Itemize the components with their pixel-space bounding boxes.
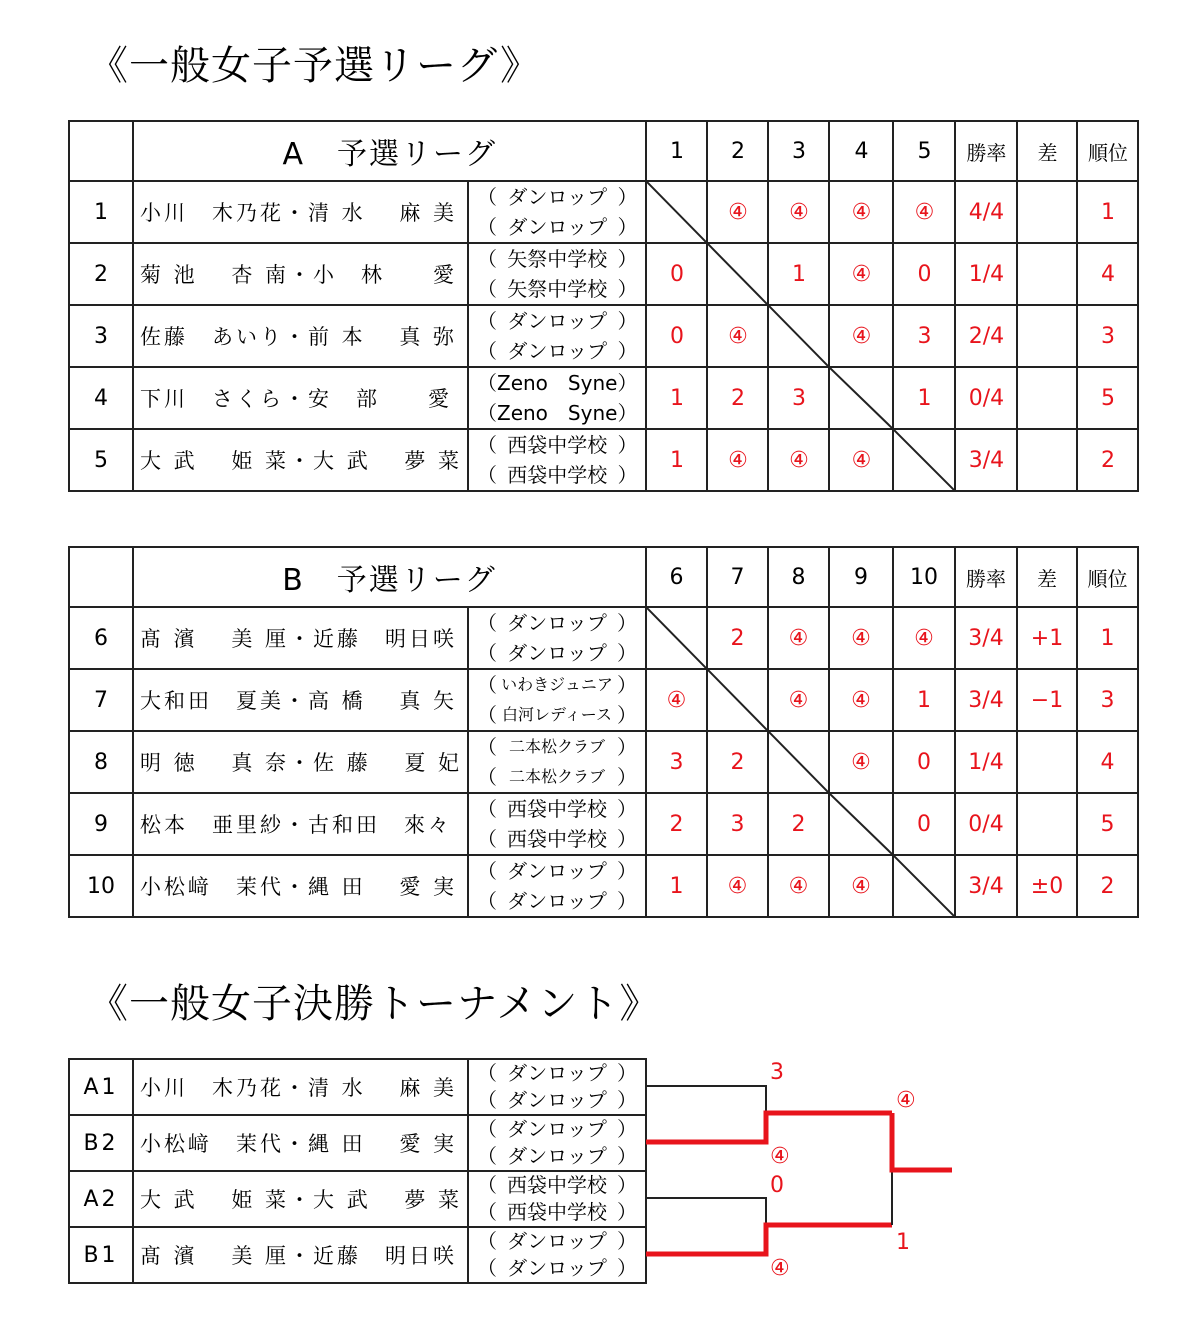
paren-close: ）: [617, 371, 638, 395]
tournament-heading: 《一般女子決勝トーナメント》: [88, 981, 661, 1027]
diagonal-line: [769, 306, 828, 366]
player-row: [69, 367, 1138, 429]
club-name: ダンロップ: [507, 889, 607, 913]
paren-open: （: [477, 611, 497, 635]
paren-close: ）: [617, 1200, 637, 1224]
club-line: [469, 1143, 645, 1170]
match-result: 1: [646, 367, 707, 429]
club-line: [469, 886, 645, 916]
match-result: ④: [829, 429, 893, 491]
paren-close: ）: [617, 1229, 637, 1253]
match-result: 3: [768, 367, 829, 429]
club-line: [469, 274, 645, 304]
player-names: 大和田 夏美・高 橋 真 矢: [133, 669, 468, 731]
paren-open: （: [477, 247, 497, 271]
match-result: ④: [646, 669, 707, 731]
paren-close: ）: [617, 463, 638, 487]
win-rate: 2/4: [955, 305, 1017, 367]
paren-close: ）: [617, 703, 637, 727]
match-result: 2: [646, 793, 707, 855]
club-name: いわきジュニア: [501, 675, 613, 694]
club-line: [469, 670, 645, 700]
point-diff: [1017, 181, 1077, 243]
match-result: ④: [829, 607, 893, 669]
club-line: [469, 1087, 645, 1114]
paren-open: （: [477, 827, 497, 851]
rank-header: 順位: [1077, 547, 1138, 607]
diagonal-cell: [646, 607, 707, 669]
match-result: ④: [893, 181, 955, 243]
paren-open: （: [477, 1200, 497, 1224]
club-name: ダンロップ: [507, 1229, 607, 1253]
club-line: [469, 212, 645, 242]
score-semi2-top: 0: [770, 1173, 784, 1198]
player-names: 菊 池 杏 南・小 林 愛: [133, 243, 468, 305]
paren-close: ）: [617, 889, 637, 913]
match-result: ④: [707, 305, 768, 367]
paren-close: ）: [617, 641, 637, 665]
club-cell: [468, 793, 646, 855]
match-result: 3: [707, 793, 768, 855]
club-cell: [468, 243, 646, 305]
rank: 1: [1077, 607, 1138, 669]
match-result: ④: [829, 243, 893, 305]
seed: A1: [69, 1059, 133, 1115]
match-result: 2: [707, 731, 768, 793]
club-line: [469, 398, 645, 428]
club-line: [469, 1060, 645, 1087]
winrate-header: 勝率: [955, 547, 1017, 607]
paren-close: ）: [617, 433, 638, 457]
row-number: 6: [69, 607, 133, 669]
rank: 1: [1077, 181, 1138, 243]
match-result: 0: [893, 243, 955, 305]
paren-open: （: [477, 641, 497, 665]
match-result: ④: [829, 855, 893, 917]
player-row: [69, 429, 1138, 491]
seed: B2: [69, 1115, 133, 1171]
league-b-title: B 予選リーグ: [133, 547, 646, 607]
club-line: [469, 824, 645, 854]
match-result: 2: [707, 607, 768, 669]
win-rate: 1/4: [955, 243, 1017, 305]
club-name: 西袋中学校: [507, 1173, 607, 1197]
club-cell: [468, 1227, 646, 1283]
diagonal-cell: [893, 429, 955, 491]
player-names: 明 徳 真 奈・佐 藤 夏 妃: [133, 731, 468, 793]
col-header: 9: [829, 547, 893, 607]
club-name: Zeno Syne: [497, 401, 618, 425]
player-row: [69, 855, 1138, 917]
paren-close: ）: [617, 215, 638, 239]
diagonal-cell: [768, 305, 829, 367]
club-name: 西袋中学校: [507, 463, 608, 487]
row-number: 9: [69, 793, 133, 855]
club-cell: [468, 181, 646, 243]
diagonal-cell: [707, 669, 768, 731]
paren-open: （: [477, 1144, 497, 1168]
paren-open: （: [477, 1173, 497, 1197]
match-result: 1: [646, 855, 707, 917]
club-cell: [468, 669, 646, 731]
match-result: 2: [768, 793, 829, 855]
seed: B1: [69, 1227, 133, 1283]
player-names: 松本 亜里紗・古和田 來々: [133, 793, 468, 855]
point-diff: [1017, 367, 1077, 429]
club-name: 二本松クラブ: [508, 737, 605, 756]
diagonal-line: [647, 182, 706, 242]
player-names: 小松﨑 茉代・縄 田 愛 実: [133, 1115, 468, 1171]
row-number: 1: [69, 181, 133, 243]
row-number: 2: [69, 243, 133, 305]
club-name: ダンロップ: [507, 641, 607, 665]
club-line: [469, 460, 645, 490]
paren-open: （: [477, 797, 497, 821]
club-line: [469, 856, 645, 886]
bracket-line-b1-win: [646, 1225, 892, 1254]
paren-close: ）: [617, 827, 637, 851]
paren-open: （: [477, 401, 497, 425]
match-result: ④: [707, 181, 768, 243]
match-result: ④: [768, 855, 829, 917]
bracket-line-b2-win: [646, 1113, 892, 1142]
club-name: ダンロップ: [507, 1088, 607, 1112]
player-row: [69, 181, 1138, 243]
rank: 4: [1077, 243, 1138, 305]
tournament-table: [68, 1058, 647, 1284]
win-rate: 3/4: [955, 669, 1017, 731]
diagonal-line: [647, 608, 706, 668]
player-names: 小川 木乃花・清 水 麻 美: [133, 181, 468, 243]
paren-close: ）: [617, 277, 638, 301]
point-diff: [1017, 731, 1077, 793]
club-cell: [468, 367, 646, 429]
point-diff: [1017, 793, 1077, 855]
player-row: [69, 731, 1138, 793]
club-line: [469, 1116, 645, 1143]
match-result: ④: [707, 855, 768, 917]
club-line: [469, 732, 645, 762]
club-line: [469, 1172, 645, 1199]
club-line: [469, 700, 645, 730]
point-diff: [1017, 243, 1077, 305]
paren-open: （: [477, 339, 497, 363]
paren-close: ）: [617, 1173, 637, 1197]
col-header: 6: [646, 547, 707, 607]
row-number: 5: [69, 429, 133, 491]
paren-close: ）: [617, 1144, 637, 1168]
club-line: [469, 306, 645, 336]
paren-close: ）: [617, 673, 637, 697]
match-result: ④: [829, 731, 893, 793]
club-name: ダンロップ: [507, 1117, 607, 1141]
match-result: ④: [768, 429, 829, 491]
paren-close: ）: [617, 339, 638, 363]
match-result: 3: [646, 731, 707, 793]
paren-open: （: [477, 1229, 497, 1253]
paren-close: ）: [617, 1117, 637, 1141]
row-number: 7: [69, 669, 133, 731]
match-result: 0: [893, 793, 955, 855]
club-name: ダンロップ: [507, 859, 607, 883]
paren-open: （: [477, 673, 497, 697]
club-name: 矢祭中学校: [507, 277, 608, 301]
match-result: ④: [829, 305, 893, 367]
paren-close: ）: [617, 185, 638, 209]
club-line: [469, 1255, 645, 1282]
match-result: ④: [829, 181, 893, 243]
score-semi1-top: 3: [770, 1060, 784, 1085]
rank: 3: [1077, 305, 1138, 367]
paren-open: （: [477, 277, 497, 301]
paren-open: （: [477, 463, 497, 487]
row-number: 8: [69, 731, 133, 793]
league-a-table: [68, 120, 1139, 492]
league-heading: 《一般女子予選リーグ》: [88, 43, 541, 89]
club-cell: [468, 1171, 646, 1227]
diagonal-cell: [707, 243, 768, 305]
club-line: [469, 182, 645, 212]
paren-close: ）: [617, 309, 638, 333]
club-line: [469, 1199, 645, 1226]
win-rate: 4/4: [955, 181, 1017, 243]
player-row: [69, 305, 1138, 367]
point-diff: +1: [1017, 607, 1077, 669]
paren-open: （: [477, 1117, 497, 1141]
match-result: 1: [893, 669, 955, 731]
tournament-entry: [69, 1227, 646, 1283]
match-result: ④: [893, 607, 955, 669]
league-b-table: [68, 546, 1139, 918]
win-rate: 1/4: [955, 731, 1017, 793]
match-result: 1: [768, 243, 829, 305]
match-result: 3: [893, 305, 955, 367]
player-names: 佐藤 あいり・前 本 真 弥: [133, 305, 468, 367]
player-names: 髙 濱 美 厘・近藤 明日咲: [133, 1227, 468, 1283]
winrate-header: 勝率: [955, 121, 1017, 181]
league-a-header-row: [69, 121, 1138, 181]
col-header: 10: [893, 547, 955, 607]
row-number: 3: [69, 305, 133, 367]
club-name: ダンロップ: [507, 215, 608, 239]
match-result: 0: [893, 731, 955, 793]
win-rate: 3/4: [955, 855, 1017, 917]
paren-open: （: [477, 765, 497, 789]
point-diff: [1017, 429, 1077, 491]
diagonal-line: [830, 794, 892, 854]
player-names: 大 武 姫 菜・大 武 夢 菜: [133, 429, 468, 491]
tournament-entry: [69, 1115, 646, 1171]
club-name: 西袋中学校: [507, 797, 607, 821]
club-cell: [468, 855, 646, 917]
paren-close: ）: [617, 765, 637, 789]
match-result: 0: [646, 305, 707, 367]
paren-open: （: [477, 1061, 497, 1085]
rank: 5: [1077, 793, 1138, 855]
club-name: ダンロップ: [507, 339, 608, 363]
club-cell: [468, 1059, 646, 1115]
score-semi1-bottom: ④: [770, 1144, 790, 1169]
col-header: 8: [768, 547, 829, 607]
club-line: [469, 794, 645, 824]
match-result: 1: [893, 367, 955, 429]
match-result: ④: [768, 607, 829, 669]
paren-close: ）: [617, 1088, 637, 1112]
col-header: 5: [893, 121, 955, 181]
diagonal-cell: [768, 731, 829, 793]
club-line: [469, 638, 645, 668]
paren-open: （: [477, 371, 497, 395]
club-line: [469, 244, 645, 274]
match-result: ④: [768, 181, 829, 243]
paren-close: ）: [617, 735, 637, 759]
club-name: ダンロップ: [507, 1256, 607, 1280]
rank-header: 順位: [1077, 121, 1138, 181]
col-header: 7: [707, 547, 768, 607]
match-result: 0: [646, 243, 707, 305]
score-final-top: ④: [896, 1088, 916, 1113]
match-result: ④: [768, 669, 829, 731]
club-line: [469, 368, 645, 398]
league-b-header-row: [69, 547, 1138, 607]
col-header: 3: [768, 121, 829, 181]
paren-open: （: [477, 1088, 497, 1112]
diagonal-line: [894, 430, 954, 490]
paren-close: ）: [617, 1256, 637, 1280]
club-cell: [468, 607, 646, 669]
club-name: 矢祭中学校: [507, 247, 608, 271]
score-final-bottom: 1: [896, 1230, 910, 1255]
club-cell: [468, 1115, 646, 1171]
tournament-entry: [69, 1171, 646, 1227]
paren-open: （: [477, 309, 497, 333]
row-number: 10: [69, 855, 133, 917]
diagonal-line: [894, 856, 954, 916]
club-name: 西袋中学校: [507, 827, 607, 851]
point-diff: ±0: [1017, 855, 1077, 917]
club-line: [469, 608, 645, 638]
club-cell: [468, 305, 646, 367]
club-cell: [468, 429, 646, 491]
col-header: 1: [646, 121, 707, 181]
club-name: ダンロップ: [507, 185, 608, 209]
tournament-entry: [69, 1059, 646, 1115]
paren-close: ）: [617, 1061, 637, 1085]
score-semi2-bottom: ④: [770, 1256, 790, 1281]
player-row: [69, 793, 1138, 855]
diagonal-cell: [646, 181, 707, 243]
row-number: 4: [69, 367, 133, 429]
club-line: [469, 762, 645, 792]
win-rate: 3/4: [955, 429, 1017, 491]
player-names: 小川 木乃花・清 水 麻 美: [133, 1059, 468, 1115]
paren-close: ）: [617, 797, 637, 821]
seed: A2: [69, 1171, 133, 1227]
match-result: 1: [646, 429, 707, 491]
rank: 3: [1077, 669, 1138, 731]
match-result: ④: [829, 669, 893, 731]
win-rate: 3/4: [955, 607, 1017, 669]
match-result: ④: [707, 429, 768, 491]
player-row: [69, 669, 1138, 731]
club-name: 白河レディース: [502, 705, 612, 724]
club-name: 西袋中学校: [507, 1200, 607, 1224]
diagonal-cell: [893, 855, 955, 917]
paren-open: （: [477, 185, 497, 209]
club-line: [469, 336, 645, 366]
bracket-line-a2: [646, 1198, 766, 1225]
club-cell: [468, 731, 646, 793]
player-names: 髙 濱 美 厘・近藤 明日咲: [133, 607, 468, 669]
diagonal-cell: [829, 793, 893, 855]
player-names: 小松﨑 茉代・縄 田 愛 実: [133, 855, 468, 917]
diff-header: 差: [1017, 121, 1077, 181]
paren-open: （: [477, 889, 497, 913]
paren-open: （: [477, 215, 497, 239]
paren-close: ）: [617, 247, 638, 271]
paren-open: （: [477, 735, 497, 759]
corner-cell: [69, 121, 133, 181]
paren-open: （: [477, 859, 497, 883]
club-name: ダンロップ: [507, 309, 608, 333]
player-row: [69, 243, 1138, 305]
paren-close: ）: [617, 401, 638, 425]
point-diff: −1: [1017, 669, 1077, 731]
rank: 2: [1077, 429, 1138, 491]
rank: 2: [1077, 855, 1138, 917]
league-a-title: A 予選リーグ: [133, 121, 646, 181]
club-line: [469, 430, 645, 460]
col-header: 4: [829, 121, 893, 181]
col-header: 2: [707, 121, 768, 181]
diagonal-line: [830, 368, 892, 428]
diff-header: 差: [1017, 547, 1077, 607]
point-diff: [1017, 305, 1077, 367]
paren-open: （: [477, 433, 497, 457]
win-rate: 0/4: [955, 793, 1017, 855]
corner-cell: [69, 547, 133, 607]
player-names: 下川 さくら・安 部 愛: [133, 367, 468, 429]
player-row: [69, 607, 1138, 669]
paren-open: （: [477, 703, 497, 727]
club-name: ダンロップ: [507, 1144, 607, 1168]
club-name: Zeno Syne: [497, 371, 618, 395]
win-rate: 0/4: [955, 367, 1017, 429]
diagonal-line: [708, 244, 767, 304]
paren-open: （: [477, 1256, 497, 1280]
club-name: ダンロップ: [507, 1061, 607, 1085]
rank: 5: [1077, 367, 1138, 429]
club-line: [469, 1228, 645, 1255]
paren-close: ）: [617, 859, 637, 883]
bracket-line-final-win: [892, 1113, 952, 1170]
diagonal-line: [769, 732, 828, 792]
player-names: 大 武 姫 菜・大 武 夢 菜: [133, 1171, 468, 1227]
diagonal-line: [708, 670, 767, 730]
club-name: ダンロップ: [507, 611, 607, 635]
paren-close: ）: [617, 611, 637, 635]
rank: 4: [1077, 731, 1138, 793]
match-result: 2: [707, 367, 768, 429]
club-name: 二本松クラブ: [508, 767, 605, 786]
diagonal-cell: [829, 367, 893, 429]
bracket-line-a1: [646, 1086, 766, 1113]
club-name: 西袋中学校: [507, 433, 608, 457]
